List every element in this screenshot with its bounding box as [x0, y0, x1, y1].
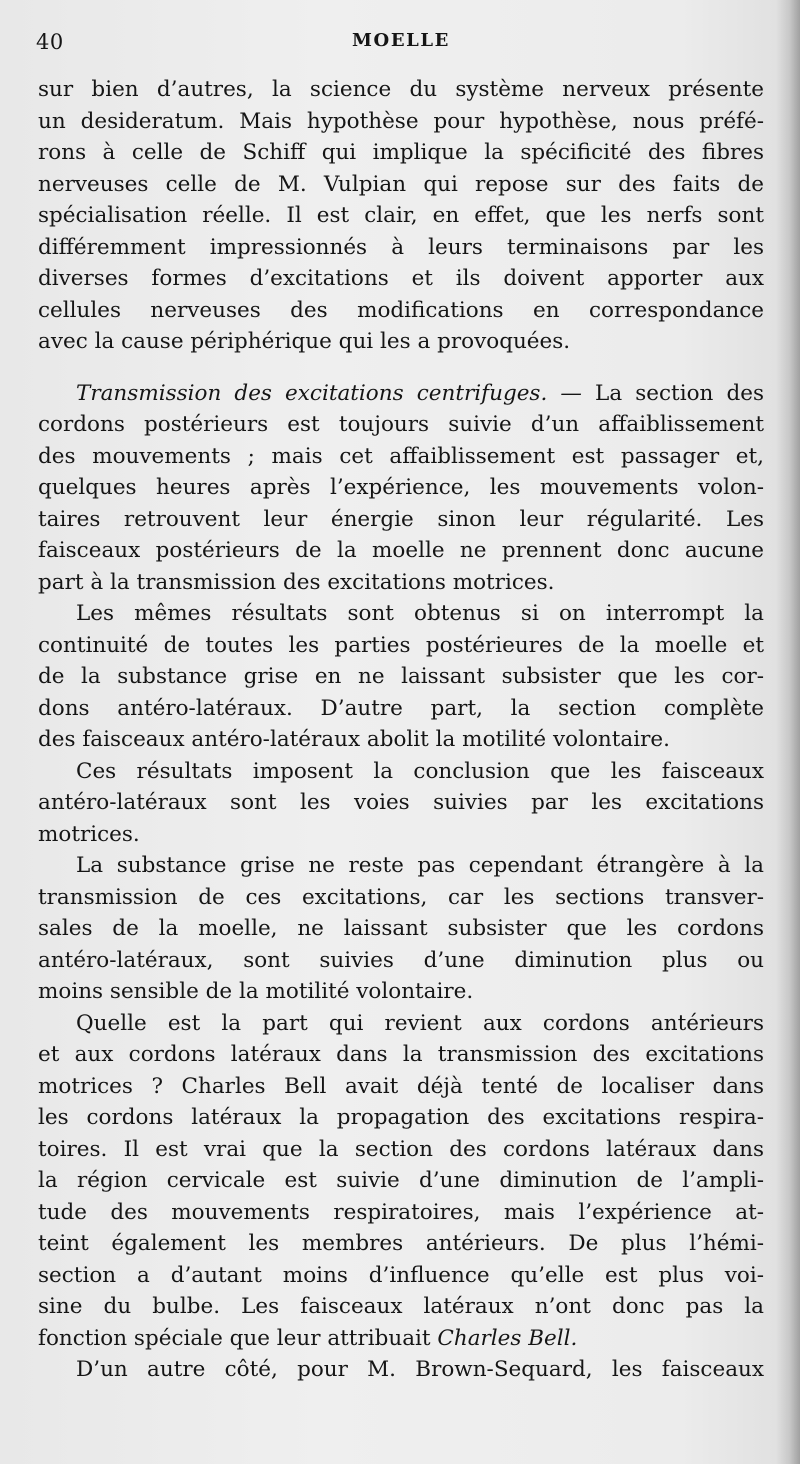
text-line: cordons postérieurs est toujours suivie d’un affaiblissement — [38, 412, 764, 437]
text-line: nerveuses celle de M. Vulpian qui repose sur des faits de — [38, 171, 764, 197]
text-line: La section des — [595, 380, 764, 406]
text-line: diverses formes d’excitations et ils doivent apporter aux — [38, 266, 764, 291]
text-line: Quelle est la part qui revient aux cordons antérieurs — [76, 1010, 764, 1036]
text-line: la région cervicale est suivie d’une diminution de l’ampli- — [38, 1168, 764, 1193]
text-line: toires. Il est vrai que la section des cordons latéraux dans — [38, 1136, 764, 1162]
author-name: Charles Bell. — [437, 1325, 578, 1351]
text-line: tude des mouvements respiratoires, mais l’expérience at- — [38, 1199, 764, 1225]
text-line: antéro-latéraux sont les voies suivies par les excitations — [38, 790, 764, 815]
text-line: sine du bulbe. Les faisceaux latéraux n’ont donc pas la — [38, 1294, 764, 1319]
text-line: part à la transmission des excitations motrices. — [38, 569, 555, 595]
text-line: des mouvements ; mais cet affaiblissement est passager et, — [38, 443, 764, 469]
text-line: La substance grise ne reste pas cependant étrangère à la — [76, 853, 764, 878]
text-line: continuité de toutes les parties postérieures de la moelle et — [38, 632, 764, 658]
text-line: spécialisation réelle. Il est clair, en effet, que les nerfs sont — [38, 203, 764, 228]
text-line-with-italic — [38, 1323, 764, 1355]
page-number: 40 — [36, 30, 64, 54]
text-line: sales de la moelle, ne laissant subsister que les cordons — [38, 916, 764, 941]
text-line: cellules nerveuses des modifications en correspondance — [38, 297, 764, 323]
page-edge-shadow — [776, 0, 800, 1464]
text-line: sur bien d’autres, la science du système nerveux présente — [38, 77, 764, 102]
text-line: avec la cause périphérique qui les a provoquées. — [38, 329, 571, 354]
text-line: différemment impressionnés à leurs terminaisons par les — [38, 234, 764, 260]
page-header — [36, 30, 766, 60]
section-heading: Transmission des excitations centrifuges. — — [76, 380, 582, 406]
text-line: transmission de ces excitations, car les sections transver- — [38, 884, 764, 910]
text-line: moins sensible de la motilité volontaire. — [38, 979, 474, 1004]
text-line: section a d’autant moins d’influence qu’elle est plus voi- — [38, 1262, 764, 1288]
text-line: taires retrouvent leur énergie sinon leur régularité. Les — [38, 506, 764, 532]
text-line: Les mêmes résultats sont obtenus si on interrompt la — [76, 601, 764, 626]
text-line: rons à celle de Schiff qui implique la spécificité des fibres — [38, 140, 764, 165]
text-line: dons antéro-latéraux. D’autre part, la section complète — [38, 695, 764, 721]
text-line: motrices. — [38, 821, 140, 847]
text-line: et aux cordons latéraux dans la transmission des excitations — [38, 1042, 764, 1067]
text-line: fonction spéciale que leur attribuait — [38, 1325, 431, 1351]
text-line: des faisceaux antéro-latéraux abolit la motilité volontaire. — [38, 727, 670, 752]
text-line: les cordons latéraux la propagation des excitations respira- — [38, 1105, 764, 1130]
text-line: Ces résultats imposent la conclusion que les faisceaux — [76, 758, 764, 784]
text-line: motrices ? Charles Bell avait déjà tenté de localiser dans — [38, 1073, 764, 1099]
text-line: antéro-latéraux, sont suivies d’une diminution plus ou — [38, 947, 764, 973]
text-line: quelques heures après l’expérience, les mouvements volon- — [38, 475, 764, 500]
text-line: D’un autre côté, pour M. Brown-Sequard, les faisceaux — [76, 1357, 764, 1382]
page-text — [38, 74, 764, 1386]
text-line: faisceaux postérieurs de la moelle ne prennent donc aucune — [38, 538, 764, 563]
text-line: un desideratum. Mais hypothèse pour hypothèse, nous préfé- — [38, 108, 764, 134]
text-line: teint également les membres antérieurs. De plus l’hémi- — [38, 1231, 764, 1256]
running-title: MOELLE — [352, 30, 450, 51]
section-heading-line — [38, 378, 764, 410]
text-line: de la substance grise en ne laissant subsister que les cor- — [38, 664, 764, 689]
